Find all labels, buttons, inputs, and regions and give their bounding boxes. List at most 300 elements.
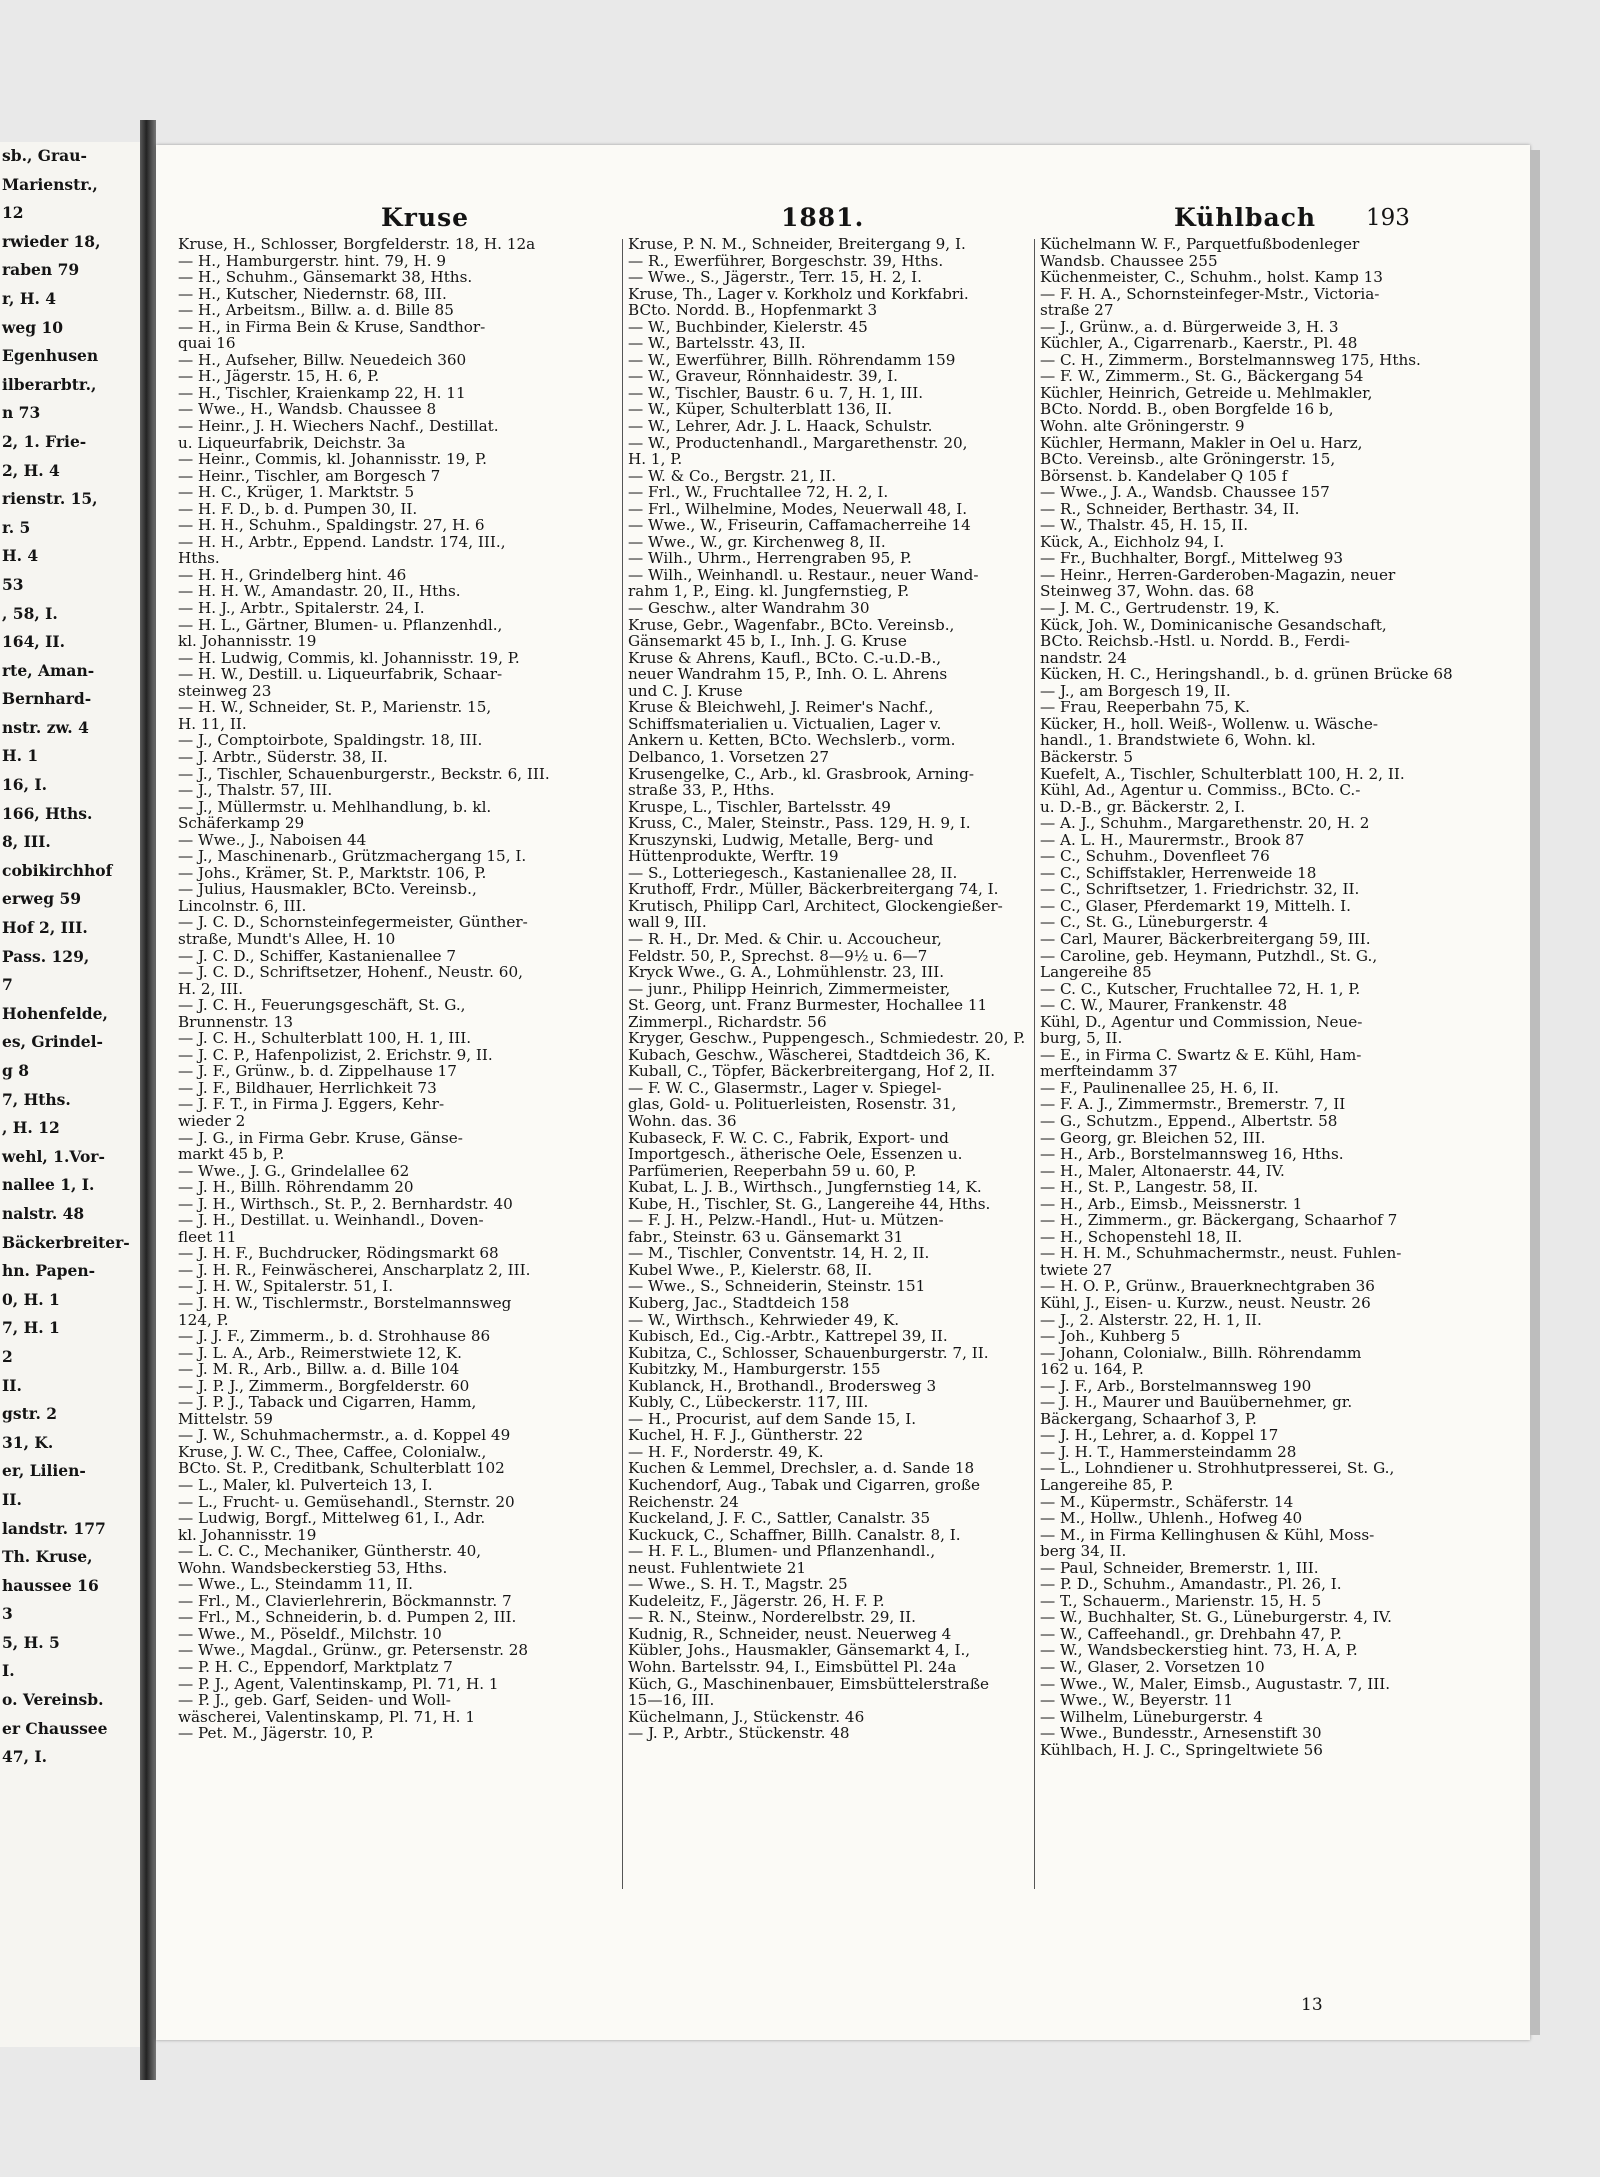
directory-entry: Kubaseck, F. W. C. C., Fabrik, Export- und bbox=[628, 1129, 949, 1147]
directory-entry: Kühlbach, H. J. C., Springeltwiete 56 bbox=[1040, 1741, 1323, 1759]
previous-page-line: haussee 16 bbox=[2, 1575, 99, 1595]
directory-entry: — J., Tischler, Schauenburgerstr., Beckstr. 6, III. bbox=[178, 765, 550, 783]
directory-entry: Kube, H., Tischler, St. G., Langereihe 44, Hths. bbox=[628, 1195, 991, 1213]
previous-page-line: 3 bbox=[2, 1604, 13, 1624]
directory-entry: Bäckergang, Schaarhof 3, P. bbox=[1040, 1410, 1257, 1428]
directory-entry: Küch, G., Maschinenbauer, Eimsbüttelerstraße bbox=[628, 1675, 989, 1693]
previous-page-line: I. bbox=[2, 1661, 15, 1681]
directory-entry: Reichenstr. 24 bbox=[628, 1493, 739, 1511]
directory-entry: — J., Comptoirbote, Spaldingstr. 18, III. bbox=[178, 732, 483, 749]
directory-entry: Kuball, C., Töpfer, Bäckerbreitergang, Hof 2, II. bbox=[628, 1063, 996, 1080]
directory-entry: — H. F., Norderstr. 49, K. bbox=[628, 1443, 824, 1461]
directory-entry: Ankern u. Ketten, BCto. Wechslerb., vorm. bbox=[628, 732, 956, 749]
directory-entry: BCto. Nordd. B., Hopfenmarkt 3 bbox=[628, 302, 878, 319]
directory-entry: — J., Maschinenarb., Grützmachergang 15, I. bbox=[178, 848, 527, 865]
directory-entry: Wohn. alte Gröningerstr. 9 bbox=[1040, 418, 1245, 435]
directory-entry: Kuchen & Lemmel, Drechsler, a. d. Sande 18 bbox=[628, 1460, 975, 1478]
column-2 bbox=[628, 236, 1032, 1742]
directory-entry: — Wwe., S., Schneiderin, Steinstr. 151 bbox=[628, 1278, 926, 1295]
directory-entry: Küchelmann, J., Stückenstr. 46 bbox=[628, 1708, 865, 1726]
previous-page-line: 2, H. 4 bbox=[2, 460, 60, 480]
previous-page-line: es, Grindel- bbox=[2, 1032, 103, 1052]
directory-entry: straße 33, P., Hths. bbox=[628, 782, 775, 799]
directory-entry: Kuchel, H. F. J., Güntherstr. 22 bbox=[628, 1427, 863, 1444]
directory-entry: fabr., Steinstr. 63 u. Gänsemarkt 31 bbox=[628, 1228, 904, 1246]
previous-page-line: Pass. 129, bbox=[2, 946, 90, 966]
header-year: 1881. bbox=[781, 203, 865, 232]
directory-entry: Küchelmann W. F., Parquetfußbodenleger bbox=[1040, 236, 1360, 253]
directory-entry: — J. H., Billh. Röhrendamm 20 bbox=[178, 1179, 414, 1196]
directory-entry: Kubitza, C., Schlosser, Schauenburgerstr. 7, II. bbox=[628, 1344, 989, 1362]
directory-entry: — R. N., Steinw., Norderelbstr. 29, II. bbox=[628, 1609, 916, 1626]
directory-entry: — W., Wirthsch., Kehrwieder 49, K. bbox=[628, 1311, 900, 1329]
directory-entry: Kruse & Ahrens, Kaufl., BCto. C.-u.D.-B., bbox=[628, 649, 942, 667]
directory-entry: neust. Fuhlentwiete 21 bbox=[628, 1559, 807, 1577]
directory-entry: — J. F. T., in Firma J. Eggers, Kehr- bbox=[178, 1096, 445, 1113]
directory-entry: BCto. Reichsb.-Hstl. u. Nordd. B., Ferdi- bbox=[1040, 633, 1350, 650]
directory-entry: — C., St. G., Lüneburgerstr. 4 bbox=[1040, 914, 1268, 931]
column-3 bbox=[1040, 236, 1515, 1758]
previous-page-line: 5, H. 5 bbox=[2, 1632, 60, 1652]
directory-entry: — C., Schriftsetzer, 1. Friedrichstr. 32, II. bbox=[1040, 881, 1360, 898]
previous-page-line: o. Vereinsb. bbox=[2, 1690, 104, 1710]
column-rule bbox=[622, 239, 623, 1889]
directory-entry: — C., Glaser, Pferdemarkt 19, Mittelh. I. bbox=[1040, 897, 1352, 915]
directory-entry: quai 16 bbox=[178, 335, 236, 352]
directory-entry: Kücken, H. C., Heringshandl., b. d. grünen Brücke 68 bbox=[1040, 666, 1453, 683]
directory-entry: markt 45 b, P. bbox=[178, 1146, 285, 1163]
directory-entry: — W., Graveur, Rönnhaidestr. 39, I. bbox=[628, 368, 898, 385]
directory-entry: — H., Arb., Eimsb., Meissnerstr. 1 bbox=[1040, 1195, 1303, 1213]
previous-page-line: nstr. zw. 4 bbox=[2, 717, 89, 737]
directory-entry: H. 11, II. bbox=[178, 715, 247, 733]
directory-entry: — W., Buchbinder, Kielerstr. 45 bbox=[628, 318, 868, 336]
directory-entry: Kubisch, Ed., Cig.-Arbtr., Kattrepel 39, II. bbox=[628, 1328, 948, 1345]
directory-entry: Kruse, H., Schlosser, Borgfelderstr. 18, H. 12a bbox=[178, 236, 536, 253]
directory-entry: — E., in Firma C. Swartz & E. Kühl, Ham- bbox=[1040, 1046, 1362, 1064]
directory-entry: — Carl, Maurer, Bäckerbreitergang 59, III. bbox=[1040, 930, 1371, 948]
previous-page-line: Hof 2, III. bbox=[2, 918, 88, 938]
directory-entry: Kühl, Ad., Agentur u. Commiss., BCto. C.- bbox=[1040, 782, 1361, 799]
directory-entry: rahm 1, P., Eing. kl. Jungfernstieg, P. bbox=[628, 583, 910, 601]
directory-entry: — H. H., Arbtr., Eppend. Landstr. 174, III., bbox=[178, 533, 506, 551]
directory-entry: Schäferkamp 29 bbox=[178, 815, 305, 832]
directory-entry: — H., Schopenstehl 18, II. bbox=[1040, 1228, 1243, 1246]
directory-entry: — H. O. P., Grünw., Brauerknechtgraben 36 bbox=[1040, 1278, 1375, 1295]
previous-page-line: ilberarbtr., bbox=[2, 374, 97, 394]
directory-entry: — Wwe., L., Steindamm 11, II. bbox=[178, 1576, 414, 1593]
directory-entry: — Frl., W., Fruchtallee 72, H. 2, I. bbox=[628, 484, 889, 501]
directory-entry: Kuckeland, J. F. C., Sattler, Canalstr. 35 bbox=[628, 1510, 931, 1527]
directory-entry: — H., in Firma Bein & Kruse, Sandthor- bbox=[178, 318, 486, 336]
directory-entry: — Wilh., Weinhandl. u. Restaur., neuer Wand- bbox=[628, 566, 979, 584]
signature-number: 13 bbox=[1301, 1995, 1323, 2015]
previous-page-fragment bbox=[0, 142, 140, 2047]
directory-entry: — Wwe., J. G., Grindelallee 62 bbox=[178, 1162, 410, 1180]
previous-page-line: 164, II. bbox=[2, 632, 66, 652]
directory-entry: Kühl, J., Eisen- u. Kurzw., neust. Neustr. 26 bbox=[1040, 1295, 1371, 1312]
directory-entry: — H., Zimmerm., gr. Bäckergang, Schaarhof 7 bbox=[1040, 1212, 1398, 1229]
directory-entry: Kruse, Th., Lager v. Korkholz und Korkfabri. bbox=[628, 285, 969, 303]
directory-entry: — J. Arbtr., Süderstr. 38, II. bbox=[178, 748, 388, 766]
previous-page-line: wehl, 1.Vor- bbox=[2, 1146, 105, 1166]
previous-page-line: g 8 bbox=[2, 1061, 30, 1080]
directory-entry: — J. J. F., Zimmerm., b. d. Strohhause 86 bbox=[178, 1328, 491, 1345]
directory-entry: 162 u. 164, P. bbox=[1040, 1361, 1144, 1378]
directory-entry: — J. C. D., Schriftsetzer, Hohenf., Neustr. 60, bbox=[178, 964, 523, 981]
directory-entry: — H., Maler, Altonaerstr. 44, IV. bbox=[1040, 1162, 1285, 1180]
directory-entry: 15—16, III. bbox=[628, 1692, 715, 1709]
previous-page-line: r, H. 4 bbox=[2, 288, 57, 308]
directory-entry: handl., 1. Brandstwiete 6, Wohn. kl. bbox=[1040, 732, 1316, 749]
directory-entry: — Wilh., Uhrm., Herrengraben 95, P. bbox=[628, 550, 912, 567]
directory-entry: burg, 5, II. bbox=[1040, 1030, 1123, 1047]
directory-entry: twiete 27 bbox=[1040, 1261, 1113, 1279]
directory-entry: — F., Paulinenallee 25, H. 6, II. bbox=[1040, 1079, 1279, 1097]
previous-page-line: cobikirchhof bbox=[2, 860, 113, 880]
directory-entry: Kubitzky, M., Hamburgerstr. 155 bbox=[628, 1361, 881, 1378]
directory-entry: — F. H. A., Schornsteinfeger-Mstr., Victoria- bbox=[1040, 285, 1380, 303]
directory-page bbox=[156, 145, 1530, 2040]
directory-entry: — L., Maler, kl. Pulverteich 13, I. bbox=[178, 1477, 433, 1494]
directory-entry: St. Georg, unt. Franz Burmester, Hochallee 11 bbox=[628, 997, 988, 1014]
directory-entry: — P. D., Schuhm., Amandastr., Pl. 26, I. bbox=[1040, 1576, 1342, 1593]
directory-entry: — H. C., Krüger, 1. Marktstr. 5 bbox=[178, 484, 415, 501]
directory-entry: Mittelstr. 59 bbox=[178, 1410, 273, 1428]
previous-page-line: 7 bbox=[2, 975, 13, 995]
directory-entry: Küchler, A., Cigarrenarb., Kaerstr., Pl. 48 bbox=[1040, 335, 1358, 352]
directory-entry: — A. J., Schuhm., Margarethenstr. 20, H. 2 bbox=[1040, 815, 1370, 832]
directory-entry: — H., Jägerstr. 15, H. 6, P. bbox=[178, 368, 380, 385]
directory-entry: — Heinr., Herren-Garderoben-Magazin, neuer bbox=[1040, 566, 1396, 584]
directory-entry: — J. H., Lehrer, a. d. Koppel 17 bbox=[1040, 1427, 1279, 1444]
directory-entry: Küchenmeister, C., Schuhm., holst. Kamp 13 bbox=[1040, 269, 1383, 286]
previous-page-line: 2 bbox=[2, 1346, 13, 1366]
directory-entry: — Georg, gr. Bleichen 52, III. bbox=[1040, 1129, 1266, 1147]
directory-entry: — J. M. R., Arb., Billw. a. d. Bille 104 bbox=[178, 1361, 460, 1378]
directory-entry: — Frl., Wilhelmine, Modes, Neuerwall 48, I. bbox=[628, 500, 968, 518]
directory-entry: — W. & Co., Bergstr. 21, II. bbox=[628, 467, 837, 485]
directory-entry: Feldstr. 50, P., Sprechst. 8—9½ u. 6—7 bbox=[628, 947, 928, 965]
directory-entry: Kudnig, R., Schneider, neust. Neuerweg 4 bbox=[628, 1625, 952, 1643]
directory-entry: — H. H., Schuhm., Spaldingstr. 27, H. 6 bbox=[178, 517, 485, 534]
directory-entry: — R., Ewerführer, Borgeschstr. 39, Hths. bbox=[628, 252, 944, 270]
directory-entry: — Wwe., W., gr. Kirchenweg 8, II. bbox=[628, 533, 886, 551]
directory-entry: — H., Aufseher, Billw. Neuedeich 360 bbox=[178, 351, 467, 369]
directory-entry: — junr., Philipp Heinrich, Zimmermeister, bbox=[628, 980, 951, 998]
page-header bbox=[156, 203, 1530, 233]
previous-page-line: r. 5 bbox=[2, 517, 31, 537]
previous-page-line: Bernhard- bbox=[2, 689, 92, 709]
directory-entry: — C. C., Kutscher, Fruchtallee 72, H. 1, P. bbox=[1040, 980, 1361, 998]
directory-entry: Kück, A., Eichholz 94, I. bbox=[1040, 533, 1225, 551]
directory-entry: Wohn. das. 36 bbox=[628, 1112, 737, 1130]
previous-page-line: 7, Hths. bbox=[2, 1089, 71, 1109]
directory-entry: — W., Thalstr. 45, H. 15, II. bbox=[1040, 517, 1249, 534]
previous-page-line: , 58, I. bbox=[2, 603, 58, 623]
directory-entry: — H., Tischler, Kraienkamp 22, H. 11 bbox=[178, 384, 466, 402]
directory-entry: — J. F., Grünw., b. d. Zippelhause 17 bbox=[178, 1063, 457, 1080]
directory-entry: — H., Schuhm., Gänsemarkt 38, Hths. bbox=[178, 269, 473, 286]
directory-entry: Börsenst. b. Kandelaber Q 105 f bbox=[1040, 467, 1288, 485]
directory-entry: Wohn. Wandsbeckerstieg 53, Hths. bbox=[178, 1559, 448, 1577]
directory-entry: — H. F. D., b. d. Pumpen 30, II. bbox=[178, 500, 418, 518]
directory-entry: und C. J. Kruse bbox=[628, 682, 743, 700]
directory-entry: — J., Grünw., a. d. Bürgerweide 3, H. 3 bbox=[1040, 318, 1339, 336]
directory-entry: — Paul, Schneider, Bremerstr. 1, III. bbox=[1040, 1559, 1319, 1577]
directory-entry: — Frl., M., Schneiderin, b. d. Pumpen 2, III. bbox=[178, 1609, 517, 1626]
directory-entry: u. Liqueurfabrik, Deichstr. 3a bbox=[178, 434, 406, 452]
directory-entry: — H. Ludwig, Commis, kl. Johannisstr. 19, P. bbox=[178, 649, 520, 667]
directory-entry: Brunnenstr. 13 bbox=[178, 1013, 294, 1031]
previous-page-line: n 73 bbox=[2, 403, 41, 423]
directory-entry: Kubat, L. J. B., Wirthsch., Jungfernstieg 14, K. bbox=[628, 1179, 982, 1196]
directory-entry: Küchler, Hermann, Makler in Oel u. Harz, bbox=[1040, 434, 1363, 452]
directory-entry: — J. H., Destillat. u. Weinhandl., Doven- bbox=[178, 1212, 484, 1229]
previous-page-line: H. 4 bbox=[2, 546, 39, 566]
previous-page-line: 31, K. bbox=[2, 1432, 54, 1452]
directory-entry: — H. W., Destill. u. Liqueurfabrik, Schaar- bbox=[178, 666, 503, 683]
directory-entry: — Fr., Buchhalter, Borgf., Mittelweg 93 bbox=[1040, 550, 1344, 567]
directory-entry: — J. F., Arb., Borstelmannsweg 190 bbox=[1040, 1377, 1312, 1395]
previous-page-line: 166, Hths. bbox=[2, 803, 93, 823]
directory-entry: Kruse, J. W. C., Thee, Caffee, Colonialw., bbox=[178, 1443, 487, 1461]
directory-entry: Wohn. Bartelsstr. 94, I., Eimsbüttel Pl. 24a bbox=[628, 1659, 957, 1676]
directory-entry: — C. W., Maurer, Frankenstr. 48 bbox=[1040, 997, 1288, 1014]
previous-page-line: nalstr. 48 bbox=[2, 1203, 85, 1223]
directory-entry: — J., Thalstr. 57, III. bbox=[178, 782, 333, 799]
directory-entry: BCto. St. P., Creditbank, Schulterblatt 102 bbox=[178, 1460, 505, 1478]
directory-entry: — C., Schuhm., Dovenfleet 76 bbox=[1040, 848, 1270, 865]
directory-entry: — J. C. H., Schulterblatt 100, H. 1, III. bbox=[178, 1030, 472, 1047]
directory-entry: — H., Procurist, auf dem Sande 15, I. bbox=[628, 1410, 917, 1428]
directory-entry: — Heinr., Tischler, am Borgesch 7 bbox=[178, 467, 441, 485]
previous-page-line: sb., Grau- bbox=[2, 146, 87, 165]
previous-page-line: hn. Papen- bbox=[2, 1261, 96, 1281]
directory-entry: Kryck Wwe., G. A., Lohmühlenstr. 23, III. bbox=[628, 964, 945, 981]
previous-page-line: 0, H. 1 bbox=[2, 1289, 60, 1309]
directory-entry: — H. F. L., Blumen- und Pflanzenhandl., bbox=[628, 1543, 936, 1560]
directory-entry: 124, P. bbox=[178, 1311, 229, 1329]
directory-entry: Importgesch., ätherische Oele, Essenzen u. bbox=[628, 1146, 963, 1163]
directory-entry: Hüttenprodukte, Werftr. 19 bbox=[628, 848, 839, 865]
directory-entry: Steinweg 37, Wohn. das. 68 bbox=[1040, 583, 1255, 601]
previous-page-line: rienstr. 15, bbox=[2, 489, 98, 509]
directory-entry: — T., Schauerm., Marienstr. 15, H. 5 bbox=[1040, 1592, 1322, 1610]
directory-entry: — J., am Borgesch 19, II. bbox=[1040, 682, 1231, 700]
directory-entry: — P. J., Agent, Valentinskamp, Pl. 71, H. 1 bbox=[178, 1675, 499, 1693]
directory-entry: Küchler, Heinrich, Getreide u. Mehlmakler, bbox=[1040, 384, 1373, 402]
directory-entry: — L., Frucht- u. Gemüsehandl., Sternstr. 20 bbox=[178, 1493, 515, 1511]
directory-entry: — A. L. H., Maurermstr., Brook 87 bbox=[1040, 831, 1305, 849]
previous-page-line: 7, H. 1 bbox=[2, 1318, 60, 1338]
directory-entry: — J. P. J., Taback und Cigarren, Hamm, bbox=[178, 1394, 477, 1411]
directory-entry: — R. H., Dr. Med. & Chir. u. Accoucheur, bbox=[628, 930, 942, 948]
directory-entry: — Wilhelm, Lüneburgerstr. 4 bbox=[1040, 1708, 1263, 1726]
directory-entry: — W., Küper, Schulterblatt 136, II. bbox=[628, 401, 893, 419]
directory-entry: straße, Mundt's Allee, H. 10 bbox=[178, 930, 396, 948]
directory-entry: — C. H., Zimmerm., Borstelmannsweg 175, Hths. bbox=[1040, 351, 1421, 369]
directory-entry: — Johann, Colonialw., Billh. Röhrendamm bbox=[1040, 1344, 1362, 1362]
directory-entry: Kruthoff, Frdr., Müller, Bäckerbreitergang 74, I. bbox=[628, 881, 999, 898]
previous-page-line: erweg 59 bbox=[2, 889, 82, 909]
previous-page-line: weg 10 bbox=[2, 317, 64, 337]
directory-entry: — L., Lohndiener u. Strohhutpresserei, St. G., bbox=[1040, 1460, 1395, 1478]
directory-entry: H. 2, III. bbox=[178, 980, 244, 998]
previous-page-line: rte, Aman- bbox=[2, 660, 95, 680]
directory-entry: — Frau, Reeperbahn 75, K. bbox=[1040, 699, 1251, 716]
directory-entry: — J. C. H., Feuerungsgeschäft, St. G., bbox=[178, 997, 466, 1014]
directory-entry: — H. H. W., Amandastr. 20, II., Hths. bbox=[178, 583, 461, 601]
directory-entry: — J. P. J., Zimmerm., Borgfelderstr. 60 bbox=[178, 1377, 470, 1395]
directory-entry: — Pet. M., Jägerstr. 10, P. bbox=[178, 1725, 374, 1742]
directory-entry: — Wwe., S., Jägerstr., Terr. 15, H. 2, I. bbox=[628, 269, 922, 286]
directory-entry: wieder 2 bbox=[178, 1112, 246, 1130]
directory-entry: — J. C. D., Schornsteinfegermeister, Günther- bbox=[178, 914, 528, 931]
directory-entry: — L. C. C., Mechaniker, Güntherstr. 40, bbox=[178, 1543, 482, 1560]
directory-entry: — J. W., Schuhmachermstr., a. d. Koppel 49 bbox=[178, 1427, 511, 1444]
column-1 bbox=[178, 236, 622, 1742]
previous-page-line: raben 79 bbox=[2, 260, 80, 280]
previous-page-line: 2, 1. Frie- bbox=[2, 431, 87, 451]
directory-entry: — Wwe., S. H. T., Magstr. 25 bbox=[628, 1576, 848, 1593]
directory-entry: Wandsb. Chaussee 255 bbox=[1040, 252, 1218, 270]
directory-entry: — J. F., Bildhauer, Herrlichkeit 73 bbox=[178, 1079, 437, 1097]
directory-entry: Kruse, P. N. M., Schneider, Breitergang 9, I. bbox=[628, 236, 966, 253]
directory-entry: Krusengelke, C., Arb., kl. Grasbrook, Arning- bbox=[628, 765, 974, 783]
book-gutter bbox=[140, 120, 156, 2080]
directory-entry: — J. H. W., Tischlermstr., Borstelmannsweg bbox=[178, 1295, 512, 1312]
directory-entry: — C., Schiffstakler, Herrenweide 18 bbox=[1040, 864, 1317, 882]
directory-entry: — M., Tischler, Conventstr. 14, H. 2, II. bbox=[628, 1245, 930, 1262]
directory-entry: — H., Hamburgerstr. hint. 79, H. 9 bbox=[178, 252, 447, 270]
directory-entry: kl. Johannisstr. 19 bbox=[178, 1526, 317, 1544]
directory-entry: Kubel Wwe., P., Kielerstr. 68, II. bbox=[628, 1261, 873, 1279]
directory-entry: Kruse & Bleichwehl, J. Reimer's Nachf., bbox=[628, 699, 934, 716]
directory-entry: — Wwe., W., Friseurin, Caffamacherreihe 14 bbox=[628, 517, 971, 534]
directory-entry: Kuckuck, C., Schaffner, Billh. Canalstr. 8, I. bbox=[628, 1526, 961, 1544]
directory-entry: — H., Arbeitsm., Billw. a. d. Bille 85 bbox=[178, 302, 454, 319]
previous-page-line: 12 bbox=[2, 203, 24, 223]
directory-entry: — Johs., Krämer, St. P., Marktstr. 106, P. bbox=[178, 864, 487, 882]
directory-entry: — Caroline, geb. Heymann, Putzhdl., St. G., bbox=[1040, 947, 1378, 965]
directory-entry: — G., Schutzm., Eppend., Albertstr. 58 bbox=[1040, 1112, 1338, 1130]
directory-entry: berg 34, II. bbox=[1040, 1543, 1127, 1560]
directory-entry: BCto. Nordd. B., oben Borgfelde 16 b, bbox=[1040, 401, 1334, 419]
directory-entry: — J. C. D., Schiffer, Kastanienallee 7 bbox=[178, 947, 456, 965]
directory-entry: — M., in Firma Kellinghusen & Kühl, Moss- bbox=[1040, 1526, 1375, 1544]
directory-entry: — Wwe., Bundesstr., Arnesenstift 30 bbox=[1040, 1725, 1322, 1742]
directory-entry: Lincolnstr. 6, III. bbox=[178, 897, 307, 915]
directory-entry: — W., Glaser, 2. Vorsetzen 10 bbox=[1040, 1659, 1265, 1676]
directory-entry: — Heinr., J. H. Wiechers Nachf., Destillat. bbox=[178, 418, 499, 435]
previous-page-line: gstr. 2 bbox=[2, 1404, 58, 1424]
directory-entry: Kubach, Geschw., Wäscherei, Stadtdeich 36, K. bbox=[628, 1046, 991, 1064]
directory-entry: — J. H. T., Hammersteindamm 28 bbox=[1040, 1443, 1297, 1461]
directory-entry: — Ludwig, Borgf., Mittelweg 61, I., Adr. bbox=[178, 1510, 486, 1527]
directory-entry: Kublanck, H., Brothandl., Brodersweg 3 bbox=[628, 1377, 937, 1395]
directory-entry: Kuefelt, A., Tischler, Schulterblatt 100, H. 2, II. bbox=[1040, 765, 1405, 783]
directory-entry: — Wwe., W., Beyerstr. 11 bbox=[1040, 1692, 1233, 1709]
directory-entry: straße 27 bbox=[1040, 302, 1114, 319]
directory-entry: Kruss, C., Maler, Steinstr., Pass. 129, H. 9, I. bbox=[628, 815, 971, 832]
directory-entry: merfteindamm 37 bbox=[1040, 1063, 1178, 1080]
directory-entry: — J. P., Arbtr., Stückenstr. 48 bbox=[628, 1725, 850, 1742]
directory-entry: Kruspe, L., Tischler, Bartelsstr. 49 bbox=[628, 798, 891, 816]
directory-entry: — Heinr., Commis, kl. Johannisstr. 19, P. bbox=[178, 451, 487, 468]
directory-entry: — J., Müllermstr. u. Mehlhandlung, b. kl. bbox=[178, 798, 492, 816]
directory-entry: wäscherei, Valentinskamp, Pl. 71, H. 1 bbox=[178, 1708, 475, 1726]
directory-entry: Kück, Joh. W., Dominicanische Gesandschaft, bbox=[1040, 616, 1387, 634]
directory-entry: — J. H. W., Spitalerstr. 51, I. bbox=[178, 1278, 394, 1295]
directory-entry: Langereihe 85, P. bbox=[1040, 1477, 1174, 1494]
directory-entry: Kübler, Johs., Hausmakler, Gänsemarkt 4, I., bbox=[628, 1642, 971, 1660]
directory-entry: Kryger, Geschw., Puppengesch., Schmiedestr. 20, P. bbox=[628, 1030, 1026, 1047]
directory-entry: — M., Küpermstr., Schäferstr. 14 bbox=[1040, 1493, 1294, 1511]
previous-page-line: 53 bbox=[2, 574, 24, 594]
directory-entry: — Geschw., alter Wandrahm 30 bbox=[628, 600, 870, 617]
directory-entry: — Wwe., J., Naboisen 44 bbox=[178, 831, 367, 849]
directory-entry: — W., Ewerführer, Billh. Röhrendamm 159 bbox=[628, 351, 956, 369]
column-rule bbox=[1034, 239, 1035, 1889]
previous-page-line: rwieder 18, bbox=[2, 231, 101, 251]
directory-entry: — H. W., Schneider, St. P., Marienstr. 15, bbox=[178, 699, 492, 716]
directory-entry: — S., Lotteriegesch., Kastanienallee 28, II. bbox=[628, 864, 958, 882]
directory-entry: — H. H. M., Schuhmachermstr., neust. Fuhlen- bbox=[1040, 1245, 1402, 1262]
previous-page-line: II. bbox=[2, 1489, 22, 1509]
previous-page-line: er Chaussee bbox=[2, 1718, 108, 1738]
directory-entry: — J. L. A., Arb., Reimerstwiete 12, K. bbox=[178, 1344, 462, 1362]
directory-entry: — M., Hollw., Uhlenh., Hofweg 40 bbox=[1040, 1510, 1303, 1527]
directory-entry: — W., Caffeehandl., gr. Drehbahn 47, P. bbox=[1040, 1625, 1342, 1643]
directory-entry: wall 9, III. bbox=[628, 914, 707, 931]
directory-entry: — J. C. P., Hafenpolizist, 2. Erichstr. 9, II. bbox=[178, 1046, 493, 1064]
directory-entry: u. D.-B., gr. Bäckerstr. 2, I. bbox=[1040, 798, 1246, 816]
directory-entry: Hths. bbox=[178, 550, 220, 567]
directory-entry: — J. M. C., Gertrudenstr. 19, K. bbox=[1040, 600, 1280, 617]
directory-entry: — P. J., geb. Garf, Seiden- und Woll- bbox=[178, 1692, 451, 1709]
header-right-keyword: Kühlbach bbox=[1174, 203, 1317, 232]
previous-page-line: Hohenfelde, bbox=[2, 1003, 108, 1023]
directory-entry: — J. H. F., Buchdrucker, Rödingsmarkt 68 bbox=[178, 1245, 499, 1262]
directory-entry: — H., St. P., Langestr. 58, II. bbox=[1040, 1179, 1259, 1196]
directory-entry: glas, Gold- u. Polituerleisten, Rosenstr. 31, bbox=[628, 1096, 957, 1113]
previous-page-line: landstr. 177 bbox=[2, 1518, 106, 1538]
directory-entry: — H. J., Arbtr., Spitalerstr. 24, I. bbox=[178, 600, 425, 617]
directory-entry: — H. H., Grindelberg hint. 46 bbox=[178, 566, 407, 584]
directory-entry: Parfümerien, Reeperbahn 59 u. 60, P. bbox=[628, 1162, 917, 1180]
directory-entry: — Wwe., Magdal., Grünw., gr. Petersenstr. 28 bbox=[178, 1642, 529, 1660]
directory-entry: steinweg 23 bbox=[178, 682, 272, 700]
directory-entry: — W., Tischler, Baustr. 6 u. 7, H. 1, III. bbox=[628, 384, 924, 402]
directory-entry: — J., 2. Alsterstr. 22, H. 1, II. bbox=[1040, 1311, 1262, 1329]
previous-page-line: Egenhusen bbox=[2, 346, 99, 366]
directory-entry: Kühl, D., Agentur und Commission, Neue- bbox=[1040, 1013, 1363, 1031]
directory-entry: Gänsemarkt 45 b, I., Inh. J. G. Kruse bbox=[628, 633, 907, 650]
directory-entry: BCto. Vereinsb., alte Gröningerstr. 15, bbox=[1040, 451, 1336, 468]
directory-entry: — J. H., Wirthsch., St. P., 2. Bernhardstr. 40 bbox=[178, 1195, 513, 1213]
directory-entry: Krutisch, Philipp Carl, Architect, Glockengießer- bbox=[628, 897, 1003, 915]
directory-entry: Kruszynski, Ludwig, Metalle, Berg- und bbox=[628, 831, 934, 849]
previous-page-line: nallee 1, I. bbox=[2, 1175, 95, 1195]
directory-entry: — Wwe., J. A., Wandsb. Chaussee 157 bbox=[1040, 484, 1330, 501]
directory-entry: fleet 11 bbox=[178, 1228, 237, 1246]
header-left-keyword: Kruse bbox=[381, 203, 470, 232]
directory-entry: Bäckerstr. 5 bbox=[1040, 748, 1133, 766]
page-number: 193 bbox=[1366, 205, 1410, 231]
directory-entry: — H. L., Gärtner, Blumen- u. Pflanzenhdl., bbox=[178, 616, 503, 634]
directory-entry: Kudeleitz, F., Jägerstr. 26, H. F. P. bbox=[628, 1592, 885, 1610]
